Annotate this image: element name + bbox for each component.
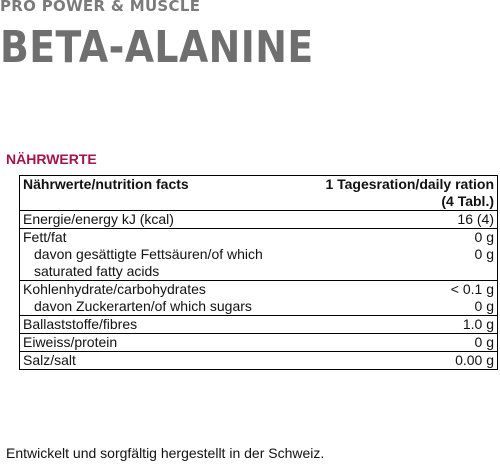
table-header-row xyxy=(20,176,498,211)
row-label: davon Zuckerarten/of which sugars xyxy=(34,298,252,314)
row-value: 0 g xyxy=(474,298,494,314)
table-row xyxy=(20,211,498,229)
footer-note: Entwickelt und sorgfältig hergestellt in der Schweiz. xyxy=(6,445,325,461)
table-row xyxy=(20,334,498,352)
row-label: Energie/energy kJ (kcal) xyxy=(23,211,174,227)
row-label: Kohlenhydrate/carbohydrates xyxy=(23,281,206,297)
row-value: 0.00 g xyxy=(455,352,494,368)
product-title: BETA-ALANINE xyxy=(0,22,314,73)
row-value: 0 g xyxy=(474,246,494,262)
brand-subtitle: PRO POWER & MUSCLE xyxy=(0,0,201,15)
table-row xyxy=(20,352,498,370)
row-label: Fett/fat xyxy=(23,229,67,245)
table-row xyxy=(20,229,498,247)
table-row xyxy=(20,316,498,334)
row-label: Eiweiss/protein xyxy=(23,334,118,350)
section-heading: NÄHRWERTE xyxy=(6,151,97,167)
row-label: Ballaststoffe/fibres xyxy=(23,316,138,332)
table-row xyxy=(20,263,498,281)
header-right-line2: (4 Tabl.) xyxy=(441,193,494,209)
row-value: 16 (4) xyxy=(457,211,494,227)
row-label: saturated fatty acids xyxy=(34,263,160,279)
row-value: 0 g xyxy=(474,334,494,350)
header-left: Nährwerte/nutrition facts xyxy=(23,176,189,192)
nutrition-table xyxy=(19,175,498,370)
table-row xyxy=(20,298,498,316)
header-right-line1: 1 Tagesration/daily ration xyxy=(325,176,494,192)
row-value xyxy=(299,263,498,281)
row-value: < 0.1 g xyxy=(450,281,494,297)
row-label: davon gesättigte Fettsäuren/of which xyxy=(34,246,263,262)
table-row xyxy=(20,281,498,299)
table-row xyxy=(20,246,498,263)
row-value: 0 g xyxy=(474,229,494,245)
header-right xyxy=(299,176,498,211)
row-value: 1.0 g xyxy=(462,316,494,332)
row-label: Salz/salt xyxy=(23,352,76,368)
